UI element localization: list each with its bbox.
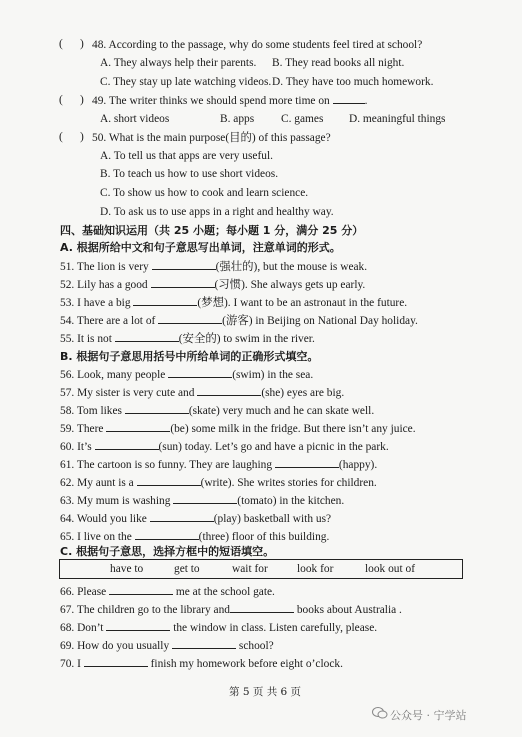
question-text-end: (梦想). I want to be an astronaut in the future. [197,297,408,309]
answer-blank[interactable] [197,386,261,396]
question-text-end: me at the school gate. [175,586,275,598]
question-68 [60,621,377,635]
option-49d: D. meaningful things [349,113,446,125]
option-49b: B. apps [220,113,255,125]
option-48a: A. They always help their parents. [100,57,257,69]
question-text: According to the passage, why do some students feel tired at school? [108,39,423,51]
answer-blank[interactable] [115,332,179,342]
question-text-end: (she) eyes are big. [261,387,345,399]
option-48d: D. They have too much homework. [272,76,434,88]
question-66 [60,585,275,599]
question-text: 59. There [60,423,104,435]
wechat-icon [372,707,388,719]
question-52 [60,278,365,292]
question-text: What is the main purpose(目的) of this passage? [108,132,331,144]
question-text-end: (write). She writes stories for children. [200,477,377,489]
question-text: 53. I have a big [60,297,131,309]
question-text: 58. Tom likes [60,405,122,417]
question-text: 57. My sister is very cute and [60,387,195,399]
answer-blank[interactable] [84,657,148,667]
part-b-title: B. 根据句子意思用括号中所给单词的正确形式填空。 [60,350,319,363]
question-text-end: (skate) very much and he can skate well. [188,405,375,417]
question-text: 51. The lion is very [60,261,149,273]
question-text: 68. Don’t [60,622,104,634]
answer-blank[interactable] [125,404,189,414]
question-65 [60,530,329,544]
question-text-end: (安全的) to swim in the river. [178,333,315,345]
answer-blank[interactable] [109,585,173,595]
question-62 [60,476,377,490]
question-text-end: books about Australia . [296,604,402,616]
question-53 [60,296,407,310]
question-text-end: (sun) today. Let’s go and have a picnic in the park. [158,441,389,453]
option-49a: A. short videos [100,113,170,125]
question-text: 64. Would you like [60,513,147,525]
answer-blank[interactable] [158,314,222,324]
option-50a: A. To tell us that apps are very useful. [100,150,273,162]
question-57 [60,386,344,400]
answer-blank[interactable] [151,278,215,288]
question-text: 61. The cartoon is so funny. They are laughing [60,459,273,471]
answer-paren-50-open: ( [59,131,63,143]
question-text: 54. There are a lot of [60,315,156,327]
question-59 [60,422,416,436]
question-58 [60,404,374,418]
part-a-title: A. 根据所给中文和句子意思写出单词，注意单词的形式。 [60,241,341,254]
answer-blank[interactable] [333,94,365,104]
question-text-end: the window in class. Listen carefully, please. [173,622,378,634]
phrase-option: look out of [365,563,415,575]
question-69 [60,639,274,653]
question-63 [60,494,344,508]
answer-blank[interactable] [173,494,237,504]
question-70 [60,657,343,671]
question-51 [60,260,367,274]
question-text: 56. Look, many people [60,369,166,381]
question-text: 66. Please [60,586,107,598]
answer-blank[interactable] [135,530,199,540]
question-text: 52. Lily has a good [60,279,148,291]
question-text-end: (习惯). She always gets up early. [214,279,366,291]
answer-blank[interactable] [168,368,232,378]
option-50b: B. To teach us how to use short videos. [100,168,279,180]
question-text-end: (be) some milk in the fridge. But there isn’t any juice. [170,423,416,435]
question-text-end: (强壮的), but the mouse is weak. [215,261,368,273]
answer-paren-49-open: ( [59,94,63,106]
question-number: 49. [92,95,107,107]
question-56 [60,368,313,382]
part-c-title: C. 根据句子意思，选择方框中的短语填空。 [60,545,275,558]
question-text-end: (游客) in Beijing on National Day holiday. [222,315,418,327]
question-text-end: (play) basketball with us? [213,513,332,525]
question-text-end: school? [238,640,274,652]
answer-blank[interactable] [95,440,159,450]
option-50c: C. To show us how to cook and learn science. [100,187,309,199]
question-text: 55. It is not [60,333,112,345]
question-number: 48. [92,39,107,51]
question-54 [60,314,418,328]
section-4-title: 四、基础知识运用（共 25 小题；每小题 1 分，满分 25 分） [60,224,364,237]
option-48b: B. They read books all night. [272,57,405,69]
question-text-end: (swim) in the sea. [232,369,314,381]
question-48 [92,38,422,52]
question-text: The writer thinks we should spend more time on [108,95,330,107]
question-64 [60,512,331,526]
question-text: 65. I live on the [60,531,132,543]
answer-paren-49-close: ) [80,94,84,106]
phrase-option: get to [174,563,200,575]
question-text: 62. My aunt is a [60,477,134,489]
question-text-end: finish my homework before eight o’clock. [150,658,343,670]
question-text: 60. It’s [60,441,92,453]
answer-blank[interactable] [172,639,236,649]
watermark: 公众号 · 宁学站 [390,709,467,722]
phrase-option: have to [110,563,144,575]
option-48c: C. They stay up late watching videos. [100,76,272,88]
phrase-box [59,559,463,579]
answer-blank[interactable] [230,603,294,613]
question-49 [92,94,367,108]
answer-blank[interactable] [150,512,214,522]
option-50d: D. To ask us to use apps in a right and healthy way. [100,206,334,218]
question-67 [60,603,402,617]
question-text-end: . [364,95,368,107]
question-text-end: (happy). [338,459,378,471]
question-text: 70. I [60,658,81,670]
question-text: 67. The children go to the library and [60,604,230,616]
page-footer: 第 5 页 共 6 页 [229,686,302,698]
phrase-option: look for [297,563,334,575]
answer-blank[interactable] [275,458,339,468]
answer-paren-48-close: ) [80,38,84,50]
question-text-end: (three) floor of this building. [198,531,330,543]
question-text-end: (tomato) in the kitchen. [237,495,345,507]
question-61 [60,458,377,472]
question-number: 50. [92,132,107,144]
phrase-option: wait for [232,563,268,575]
question-60 [60,440,389,454]
question-text: 69. How do you usually [60,640,170,652]
answer-blank[interactable] [106,621,170,631]
answer-blank[interactable] [137,476,201,486]
question-text: 63. My mum is washing [60,495,171,507]
question-55 [60,332,315,346]
answer-paren-48-open: ( [59,38,63,50]
answer-paren-50-close: ) [80,131,84,143]
option-49c: C. games [281,113,324,125]
answer-blank[interactable] [152,260,216,270]
answer-blank[interactable] [106,422,170,432]
answer-blank[interactable] [133,296,197,306]
question-50 [92,131,331,145]
